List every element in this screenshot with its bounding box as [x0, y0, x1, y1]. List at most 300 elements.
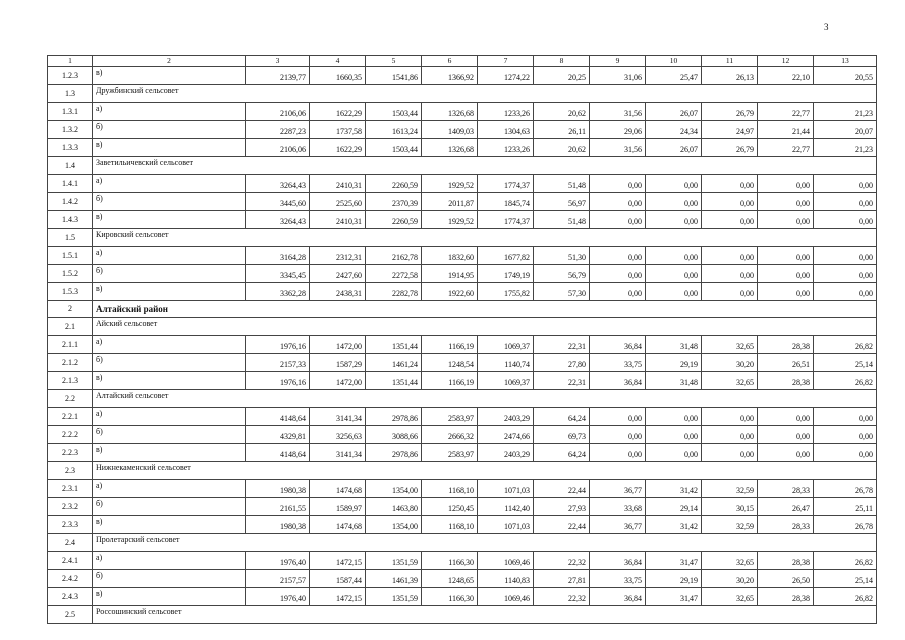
row-code: 1.3.2	[48, 121, 93, 139]
value-cell: 0,00	[758, 283, 814, 301]
value-cell: 2260,59	[366, 175, 422, 193]
value-cell: 0,00	[590, 444, 646, 462]
value-cell: 32,59	[702, 480, 758, 498]
row-label: б)	[93, 265, 246, 283]
table-row	[48, 408, 877, 426]
column-header: 4	[310, 56, 366, 67]
value-cell: 1248,65	[422, 570, 478, 588]
value-cell: 26,47	[758, 498, 814, 516]
value-cell: 1366,92	[422, 67, 478, 85]
group-row	[48, 85, 877, 103]
council-name: Заветильичевский сельсовет	[93, 157, 877, 175]
row-code: 1.2.3	[48, 67, 93, 85]
table-row	[48, 498, 877, 516]
column-header: 7	[478, 56, 534, 67]
value-cell: 1461,39	[366, 570, 422, 588]
value-cell: 1463,80	[366, 498, 422, 516]
table-row	[48, 480, 877, 498]
table-row	[48, 354, 877, 372]
value-cell: 25,14	[814, 570, 877, 588]
value-cell: 31,06	[590, 67, 646, 85]
value-cell: 1071,03	[478, 516, 534, 534]
value-cell: 1351,44	[366, 336, 422, 354]
value-cell: 26,07	[646, 139, 702, 157]
value-cell: 1737,58	[310, 121, 366, 139]
row-code: 2.3.1	[48, 480, 93, 498]
table-row	[48, 570, 877, 588]
value-cell: 0,00	[814, 175, 877, 193]
value-cell: 1922,60	[422, 283, 478, 301]
row-code: 2.1.2	[48, 354, 93, 372]
value-cell: 0,00	[646, 444, 702, 462]
value-cell: 26,82	[814, 588, 877, 606]
value-cell: 36,84	[590, 588, 646, 606]
value-cell: 31,47	[646, 552, 702, 570]
value-cell: 0,00	[646, 175, 702, 193]
value-cell: 2312,31	[310, 247, 366, 265]
value-cell: 1351,59	[366, 588, 422, 606]
value-cell: 1351,44	[366, 372, 422, 390]
value-cell: 32,65	[702, 588, 758, 606]
value-cell: 1472,00	[310, 336, 366, 354]
value-cell: 1503,44	[366, 139, 422, 157]
value-cell: 27,80	[534, 354, 590, 372]
value-cell: 2978,86	[366, 444, 422, 462]
value-cell: 0,00	[646, 408, 702, 426]
group-row	[48, 534, 877, 552]
value-cell: 30,15	[702, 498, 758, 516]
value-cell: 0,00	[758, 408, 814, 426]
value-cell: 28,33	[758, 480, 814, 498]
value-cell: 0,00	[814, 283, 877, 301]
data-table	[47, 55, 877, 624]
value-cell: 0,00	[646, 265, 702, 283]
row-code: 1.4.2	[48, 193, 93, 211]
value-cell: 0,00	[814, 426, 877, 444]
row-code: 2.1.3	[48, 372, 93, 390]
value-cell: 1069,46	[478, 552, 534, 570]
value-cell: 1587,29	[310, 354, 366, 372]
value-cell: 29,14	[646, 498, 702, 516]
row-label: в)	[93, 444, 246, 462]
value-cell: 27,93	[534, 498, 590, 516]
row-label: а)	[93, 408, 246, 426]
group-row	[48, 157, 877, 175]
value-cell: 1409,03	[422, 121, 478, 139]
table-row	[48, 67, 877, 85]
value-cell: 1166,30	[422, 588, 478, 606]
row-code: 1.3	[48, 85, 93, 103]
value-cell: 1472,15	[310, 552, 366, 570]
value-cell: 3256,63	[310, 426, 366, 444]
column-header: 8	[534, 56, 590, 67]
value-cell: 1166,19	[422, 336, 478, 354]
value-cell: 0,00	[646, 193, 702, 211]
council-name: Айский сельсовет	[93, 318, 877, 336]
value-cell: 1326,68	[422, 103, 478, 121]
value-cell: 1774,37	[478, 175, 534, 193]
row-code: 2.3.2	[48, 498, 93, 516]
row-label: в)	[93, 139, 246, 157]
column-header: 10	[646, 56, 702, 67]
value-cell: 29,19	[646, 570, 702, 588]
value-cell: 28,38	[758, 552, 814, 570]
value-cell: 24,34	[646, 121, 702, 139]
value-cell: 1976,16	[246, 372, 310, 390]
value-cell: 1622,29	[310, 139, 366, 157]
row-code: 1.4.3	[48, 211, 93, 229]
value-cell: 3141,34	[310, 444, 366, 462]
value-cell: 36,84	[590, 336, 646, 354]
value-cell: 22,31	[534, 336, 590, 354]
value-cell: 1168,10	[422, 480, 478, 498]
value-cell: 30,20	[702, 570, 758, 588]
value-cell: 56,79	[534, 265, 590, 283]
column-header: 9	[590, 56, 646, 67]
value-cell: 0,00	[814, 408, 877, 426]
value-cell: 3264,43	[246, 175, 310, 193]
value-cell: 2583,97	[422, 444, 478, 462]
value-cell: 26,78	[814, 480, 877, 498]
value-cell: 1168,10	[422, 516, 478, 534]
value-cell: 22,44	[534, 480, 590, 498]
value-cell: 32,65	[702, 552, 758, 570]
value-cell: 0,00	[702, 175, 758, 193]
value-cell: 0,00	[814, 444, 877, 462]
value-cell: 22,77	[758, 139, 814, 157]
value-cell: 2525,60	[310, 193, 366, 211]
council-name: Нижнекаменский сельсовет	[93, 462, 877, 480]
row-label: в)	[93, 372, 246, 390]
value-cell: 3088,66	[366, 426, 422, 444]
value-cell: 1274,22	[478, 67, 534, 85]
value-cell: 26,13	[702, 67, 758, 85]
value-cell: 26,07	[646, 103, 702, 121]
value-cell: 1472,00	[310, 372, 366, 390]
value-cell: 1474,68	[310, 480, 366, 498]
value-cell: 2287,23	[246, 121, 310, 139]
row-code: 2.1.1	[48, 336, 93, 354]
table-row	[48, 552, 877, 570]
value-cell: 32,65	[702, 336, 758, 354]
row-code: 2.3	[48, 462, 93, 480]
row-code: 2.5	[48, 606, 93, 624]
value-cell: 2403,29	[478, 408, 534, 426]
value-cell: 1929,52	[422, 211, 478, 229]
value-cell: 31,47	[646, 588, 702, 606]
column-header: 2	[93, 56, 246, 67]
row-code: 2.1	[48, 318, 93, 336]
value-cell: 1069,37	[478, 336, 534, 354]
value-cell: 2272,58	[366, 265, 422, 283]
row-code: 2.4.3	[48, 588, 93, 606]
row-label: б)	[93, 570, 246, 588]
value-cell: 28,38	[758, 336, 814, 354]
row-label: в)	[93, 516, 246, 534]
value-cell: 32,65	[702, 372, 758, 390]
value-cell: 2978,86	[366, 408, 422, 426]
value-cell: 1589,97	[310, 498, 366, 516]
value-cell: 2157,57	[246, 570, 310, 588]
value-cell: 1749,19	[478, 265, 534, 283]
value-cell: 57,30	[534, 283, 590, 301]
council-name: Пролетарский сельсовет	[93, 534, 877, 552]
row-label: а)	[93, 480, 246, 498]
value-cell: 22,44	[534, 516, 590, 534]
value-cell: 1677,82	[478, 247, 534, 265]
value-cell: 33,75	[590, 570, 646, 588]
table-row	[48, 103, 877, 121]
value-cell: 0,00	[702, 283, 758, 301]
value-cell: 21,23	[814, 139, 877, 157]
row-code: 1.5.2	[48, 265, 93, 283]
value-cell: 2583,97	[422, 408, 478, 426]
row-label: а)	[93, 103, 246, 121]
value-cell: 0,00	[702, 265, 758, 283]
column-header: 11	[702, 56, 758, 67]
row-code: 1.4.1	[48, 175, 93, 193]
value-cell: 2161,55	[246, 498, 310, 516]
council-name: Алтайский сельсовет	[93, 390, 877, 408]
value-cell: 31,56	[590, 139, 646, 157]
value-cell: 22,32	[534, 588, 590, 606]
value-cell: 2106,06	[246, 103, 310, 121]
value-cell: 3164,28	[246, 247, 310, 265]
value-cell: 51,30	[534, 247, 590, 265]
value-cell: 36,77	[590, 480, 646, 498]
value-cell: 2666,32	[422, 426, 478, 444]
table-body	[48, 56, 877, 624]
table-row	[48, 588, 877, 606]
district-title: Алтайский район	[93, 301, 877, 318]
value-cell: 1832,60	[422, 247, 478, 265]
row-code: 1.4	[48, 157, 93, 175]
value-cell: 31,48	[646, 372, 702, 390]
value-cell: 1980,38	[246, 516, 310, 534]
row-label: а)	[93, 175, 246, 193]
row-label: в)	[93, 283, 246, 301]
value-cell: 1071,03	[478, 480, 534, 498]
value-cell: 1166,30	[422, 552, 478, 570]
value-cell: 0,00	[814, 247, 877, 265]
table-row	[48, 283, 877, 301]
value-cell: 36,84	[590, 372, 646, 390]
value-cell: 0,00	[646, 283, 702, 301]
table-row	[48, 265, 877, 283]
value-cell: 31,42	[646, 480, 702, 498]
value-cell: 25,11	[814, 498, 877, 516]
value-cell: 31,42	[646, 516, 702, 534]
table-row	[48, 444, 877, 462]
value-cell: 2410,31	[310, 211, 366, 229]
value-cell: 1304,63	[478, 121, 534, 139]
value-cell: 26,79	[702, 103, 758, 121]
value-cell: 33,75	[590, 354, 646, 372]
value-cell: 1326,68	[422, 139, 478, 157]
row-code: 1.3.3	[48, 139, 93, 157]
value-cell: 26,78	[814, 516, 877, 534]
table-row	[48, 121, 877, 139]
value-cell: 1774,37	[478, 211, 534, 229]
value-cell: 26,51	[758, 354, 814, 372]
value-cell: 0,00	[758, 211, 814, 229]
value-cell: 2157,33	[246, 354, 310, 372]
table-row	[48, 516, 877, 534]
table-row	[48, 211, 877, 229]
value-cell: 2282,78	[366, 283, 422, 301]
value-cell: 22,10	[758, 67, 814, 85]
value-cell: 2011,87	[422, 193, 478, 211]
value-cell: 36,77	[590, 516, 646, 534]
table-row	[48, 247, 877, 265]
value-cell: 3362,28	[246, 283, 310, 301]
value-cell: 0,00	[590, 265, 646, 283]
value-cell: 1248,54	[422, 354, 478, 372]
value-cell: 36,84	[590, 552, 646, 570]
row-label: б)	[93, 193, 246, 211]
value-cell: 20,25	[534, 67, 590, 85]
value-cell: 28,38	[758, 588, 814, 606]
table-row	[48, 336, 877, 354]
value-cell: 20,55	[814, 67, 877, 85]
value-cell: 1914,95	[422, 265, 478, 283]
row-code: 2.4.2	[48, 570, 93, 588]
value-cell: 1472,15	[310, 588, 366, 606]
value-cell: 26,82	[814, 336, 877, 354]
value-cell: 29,19	[646, 354, 702, 372]
value-cell: 1461,24	[366, 354, 422, 372]
row-code: 2.4.1	[48, 552, 93, 570]
group-row	[48, 462, 877, 480]
value-cell: 1354,00	[366, 516, 422, 534]
value-cell: 26,11	[534, 121, 590, 139]
value-cell: 1755,82	[478, 283, 534, 301]
table-row	[48, 426, 877, 444]
value-cell: 31,56	[590, 103, 646, 121]
table-row	[48, 193, 877, 211]
table-row	[48, 372, 877, 390]
value-cell: 0,00	[702, 426, 758, 444]
value-cell: 25,14	[814, 354, 877, 372]
header-row	[48, 56, 877, 67]
value-cell: 1474,68	[310, 516, 366, 534]
value-cell: 3345,45	[246, 265, 310, 283]
value-cell: 0,00	[758, 247, 814, 265]
row-label: а)	[93, 247, 246, 265]
value-cell: 2410,31	[310, 175, 366, 193]
row-label: а)	[93, 336, 246, 354]
group-row	[48, 318, 877, 336]
value-cell: 0,00	[758, 426, 814, 444]
value-cell: 1660,35	[310, 67, 366, 85]
council-name: Кировский сельсовет	[93, 229, 877, 247]
value-cell: 1613,24	[366, 121, 422, 139]
value-cell: 26,82	[814, 552, 877, 570]
value-cell: 0,00	[758, 193, 814, 211]
row-code: 2.4	[48, 534, 93, 552]
column-header: 6	[422, 56, 478, 67]
value-cell: 1140,74	[478, 354, 534, 372]
value-cell: 0,00	[646, 211, 702, 229]
value-cell: 3445,60	[246, 193, 310, 211]
value-cell: 1980,38	[246, 480, 310, 498]
section-row	[48, 301, 877, 318]
row-code: 2	[48, 301, 93, 318]
value-cell: 1250,45	[422, 498, 478, 516]
value-cell: 1541,86	[366, 67, 422, 85]
value-cell: 1622,29	[310, 103, 366, 121]
value-cell: 1976,40	[246, 552, 310, 570]
column-header: 3	[246, 56, 310, 67]
value-cell: 1233,26	[478, 103, 534, 121]
value-cell: 1929,52	[422, 175, 478, 193]
value-cell: 0,00	[590, 193, 646, 211]
value-cell: 2162,78	[366, 247, 422, 265]
value-cell: 0,00	[702, 444, 758, 462]
value-cell: 0,00	[758, 444, 814, 462]
column-header: 5	[366, 56, 422, 67]
row-code: 2.2	[48, 390, 93, 408]
value-cell: 0,00	[590, 175, 646, 193]
row-code: 2.2.3	[48, 444, 93, 462]
value-cell: 4329,81	[246, 426, 310, 444]
value-cell: 26,79	[702, 139, 758, 157]
value-cell: 22,77	[758, 103, 814, 121]
value-cell: 0,00	[590, 408, 646, 426]
value-cell: 1354,00	[366, 480, 422, 498]
column-header: 1	[48, 56, 93, 67]
row-code: 1.5	[48, 229, 93, 247]
value-cell: 2427,60	[310, 265, 366, 283]
table-row	[48, 139, 877, 157]
value-cell: 0,00	[814, 265, 877, 283]
value-cell: 4148,64	[246, 444, 310, 462]
value-cell: 0,00	[702, 193, 758, 211]
value-cell: 2139,77	[246, 67, 310, 85]
row-code: 2.3.3	[48, 516, 93, 534]
value-cell: 32,59	[702, 516, 758, 534]
value-cell: 0,00	[814, 211, 877, 229]
value-cell: 3264,43	[246, 211, 310, 229]
column-header: 13	[814, 56, 877, 67]
value-cell: 0,00	[646, 247, 702, 265]
value-cell: 2474,66	[478, 426, 534, 444]
row-code: 1.3.1	[48, 103, 93, 121]
row-label: б)	[93, 426, 246, 444]
value-cell: 28,33	[758, 516, 814, 534]
value-cell: 1976,16	[246, 336, 310, 354]
value-cell: 69,73	[534, 426, 590, 444]
value-cell: 29,06	[590, 121, 646, 139]
column-header: 12	[758, 56, 814, 67]
value-cell: 0,00	[702, 408, 758, 426]
row-label: б)	[93, 121, 246, 139]
value-cell: 0,00	[758, 265, 814, 283]
table-row	[48, 175, 877, 193]
value-cell: 2370,39	[366, 193, 422, 211]
row-label: в)	[93, 588, 246, 606]
value-cell: 1976,40	[246, 588, 310, 606]
row-code: 1.5.1	[48, 247, 93, 265]
value-cell: 28,38	[758, 372, 814, 390]
value-cell: 0,00	[702, 211, 758, 229]
value-cell: 0,00	[590, 211, 646, 229]
row-label: в)	[93, 67, 246, 85]
page-number: 3	[824, 22, 829, 32]
value-cell: 0,00	[590, 426, 646, 444]
row-code: 1.5.3	[48, 283, 93, 301]
value-cell: 1140,83	[478, 570, 534, 588]
